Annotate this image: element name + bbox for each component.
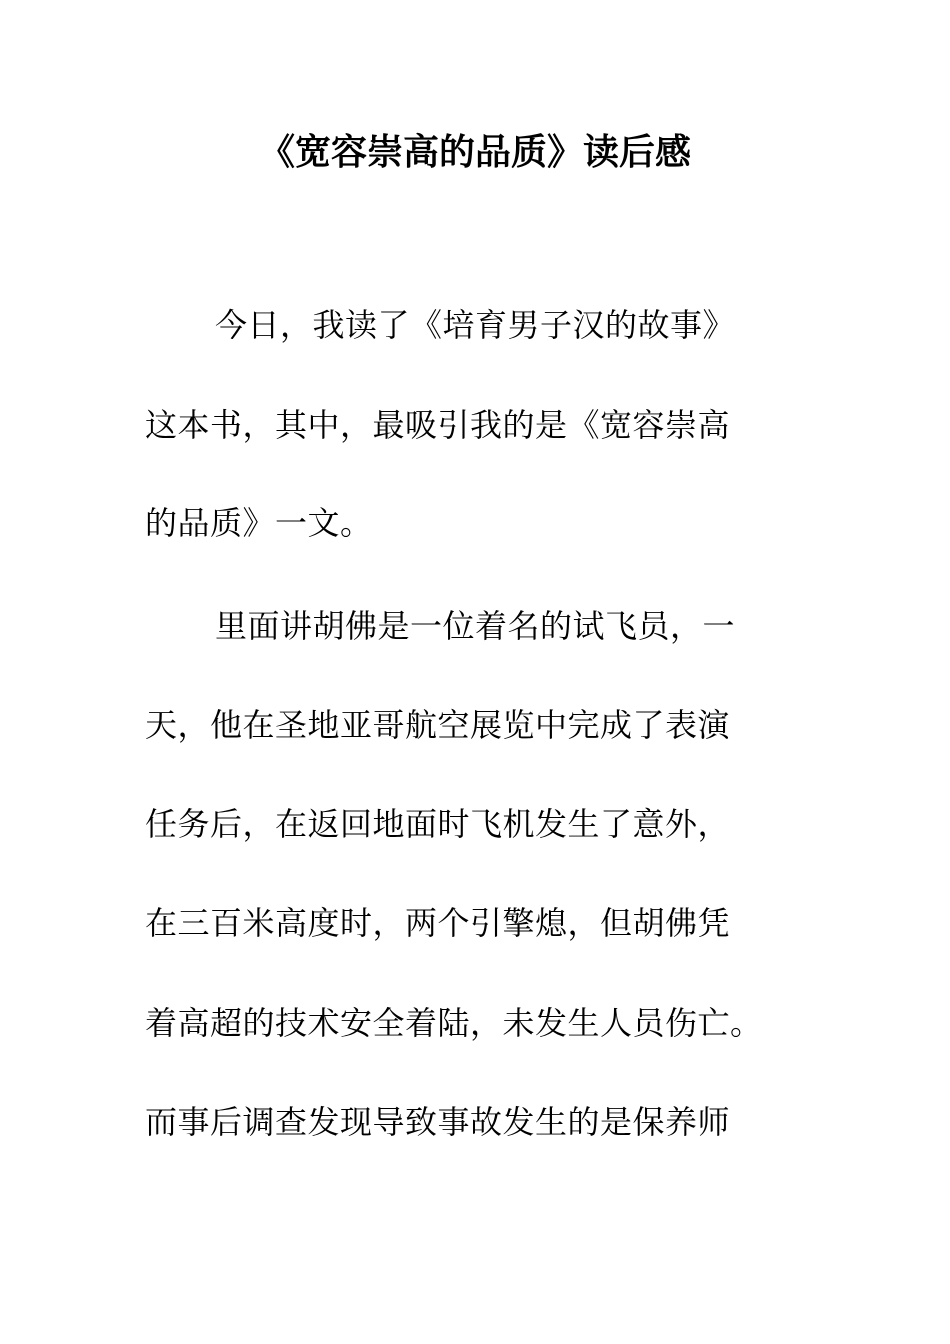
document-title: 《宽容崇高的品质》读后感 <box>258 131 691 173</box>
text-line: 里面讲胡佛是一位着名的试飞员，一 <box>215 607 736 645</box>
text-line: 而事后调查发现导致事故发生的是保养师 <box>145 1103 731 1141</box>
text-line: 的品质》一文。 <box>145 504 373 542</box>
text-line: 这本书，其中，最吸引我的是《宽容崇高 <box>145 406 731 444</box>
text-line: 着高超的技术安全着陆，未发生人员伤亡。 <box>145 1004 763 1042</box>
text-line: 任务后，在返回地面时飞机发生了意外， <box>145 805 731 843</box>
text-line: 天，他在圣地亚哥航空展览中完成了表演 <box>145 706 731 744</box>
text-line: 在三百米高度时，两个引擎熄，但胡佛凭 <box>145 904 731 942</box>
text-line: 今日，我读了《培育男子汉的故事》 <box>215 306 736 344</box>
